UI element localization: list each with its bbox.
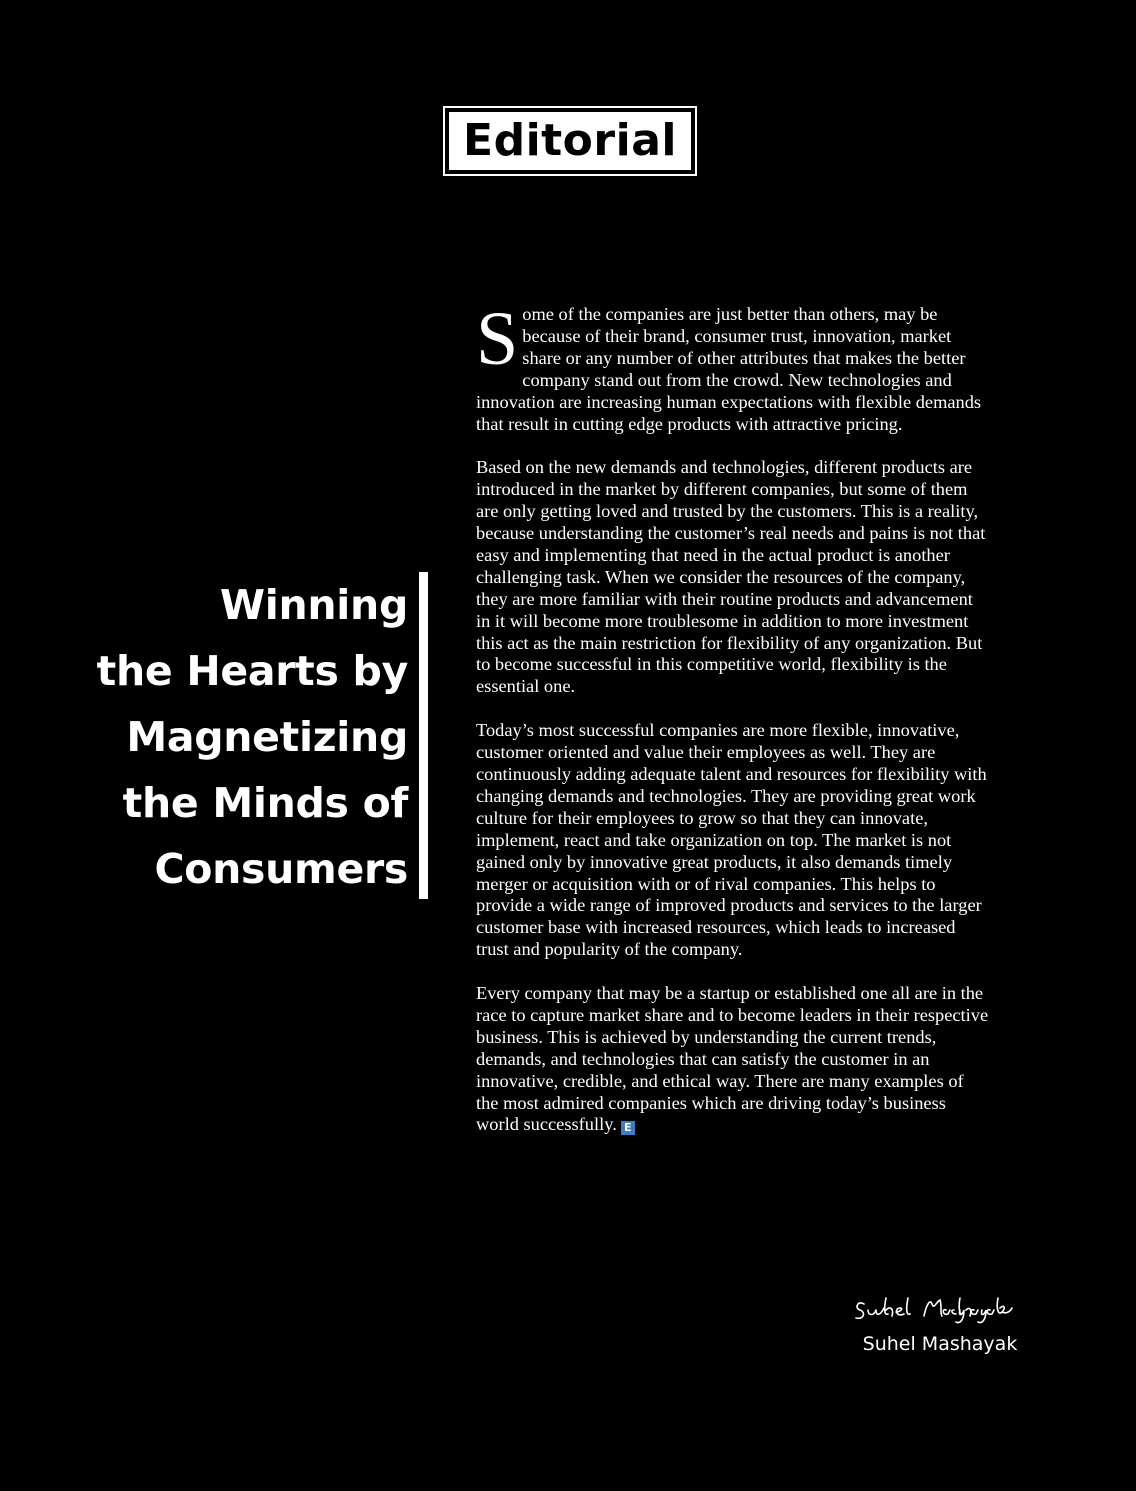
headline-accent-bar — [419, 572, 428, 899]
article-paragraph: Based on the new demands and technologies, different products are introduced in the market by different companies, but some of them are only getting loved and trusted by the customers. This is a reality, because understanding the customer’s real needs and pains is not that easy and implementing that need in the actual product is another challenging task. When we consider the resources of the company, they are more familiar with their routine products and advancement in it will become more troublesome in addition to more investment this act as the main restriction for flexibility of any organization. But to become successful in this competitive world, flexibility is the essential one. — [476, 457, 986, 697]
headline-line: the Hearts by — [96, 647, 408, 695]
signature-stroke — [856, 1298, 910, 1318]
article-paragraph: Today’s most successful companies are more flexible, innovative, customer oriented and value their employees as well. They are continuously adding adequate talent and resources for flexibility with changing demands and technologies. They are providing great work culture for their employees to grow so that they can innovate, implement, react and take organization on top. The market is not gained only by innovative great products, it also demands timely merger or acquisition with or of rival companies. This helps to provide a wide range of improved products and services to the larger customer base with increased resources, which leads to increased trust and popularity of the company. — [476, 720, 987, 960]
section-label: Editorial — [463, 115, 677, 166]
headline-line: Magnetizing — [126, 713, 408, 761]
headline-line: Winning — [219, 581, 408, 629]
headline-block — [60, 572, 428, 899]
article-paragraph — [476, 297, 990, 435]
end-of-article-icon: E — [621, 1121, 635, 1135]
section-label-fill — [449, 112, 691, 170]
author-signature — [850, 1290, 1030, 1326]
article-body — [476, 297, 990, 1158]
headline-line: the Minds of — [122, 779, 408, 827]
paragraph-text: ome of the companies are just better than others, may be because of their brand, consumer trust, innovation, market share or any number of other attributes that makes the better company stand out from the crowd. New technologies and innovation are increasing human expectations with flexible demands that result in cutting edge products with attractive pricing. — [476, 304, 982, 434]
headline-line: Consumers — [154, 845, 408, 893]
author-name: Suhel Mashayak — [862, 1333, 1018, 1355]
signature-stroke — [924, 1298, 1012, 1323]
paragraph-text: Every company that may be a startup or established one all are in the race to capture market share and to become leaders in their respective business. This is achieved by understanding the current trends, demands, and technologies that can satisfy the customer in an innovative, credible, and ethical way. There are many examples of the most admired companies which are driving today’s business world successfully. — [476, 983, 989, 1135]
signature-mark — [850, 1290, 1030, 1326]
article-paragraph — [476, 983, 990, 1136]
section-label-box — [443, 106, 697, 176]
drop-cap: S — [476, 297, 519, 381]
headline — [48, 572, 408, 902]
